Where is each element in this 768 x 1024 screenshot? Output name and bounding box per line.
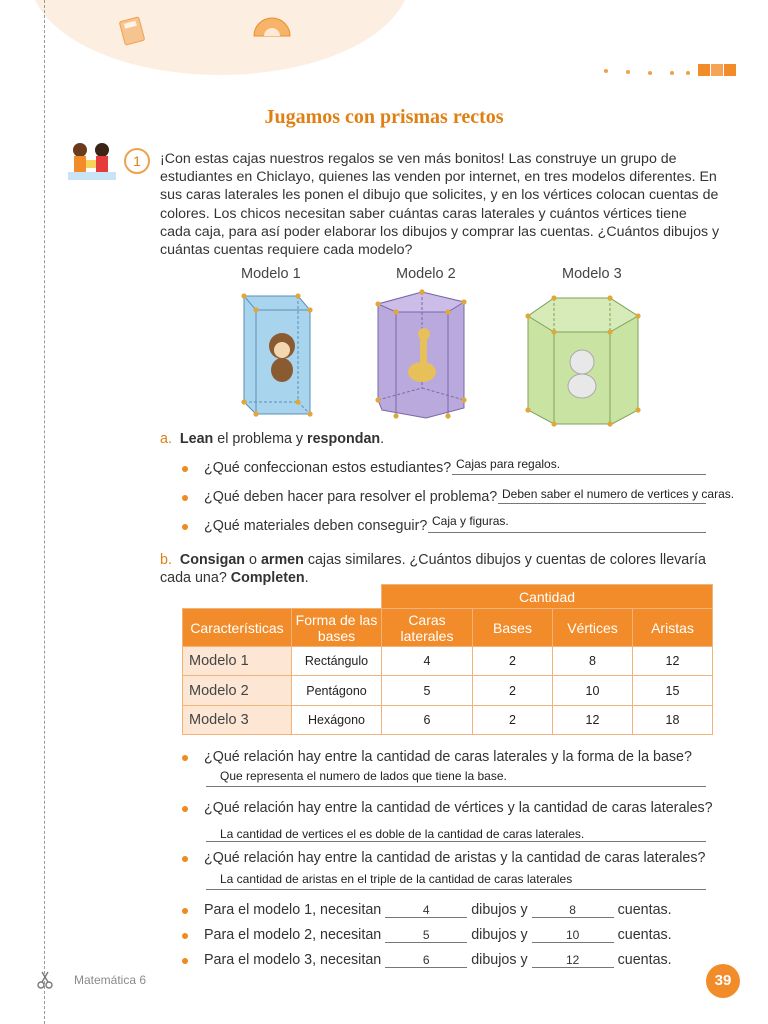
relation-answer-1[interactable]: Que representa el numero de lados que tiene la base. bbox=[220, 769, 507, 783]
bullet bbox=[182, 958, 188, 964]
cantidad-header: Cantidad bbox=[382, 585, 713, 609]
model-3-label: Modelo 3 bbox=[562, 266, 622, 282]
relation-answer-3[interactable]: La cantidad de aristas en el triple de la cantidad de caras laterales bbox=[220, 872, 573, 886]
scissors-icon bbox=[36, 970, 54, 990]
dibujos-answer-2[interactable]: 5 bbox=[385, 928, 467, 943]
header-forma: Forma de las bases bbox=[292, 609, 382, 647]
problem-text: ¡Con estas cajas nuestros regalos se ven más bonitos! Las construye un grupo de estudiantes en Chiclayo, quienes las venden por internet, en tres modelos diferentes. En sus caras laterales les ponen el dibujo que solicites, y en los vértices colocan cuentas de colores. Los chicos necesitan saber cuántas caras laterales y cuántos vértices tiene cada caja, para así poder elaborar los dibujos y comprar las cuentas. ¿Cuántos dibujos y cuántas cuentas requiere cada modelo? bbox=[160, 151, 720, 259]
bullet bbox=[182, 806, 188, 812]
question-a1: ¿Qué confeccionan estos estudiantes? bbox=[204, 460, 452, 476]
header-decoration bbox=[30, 0, 410, 75]
footer-book-title: Matemática 6 bbox=[74, 973, 147, 987]
bullet bbox=[182, 908, 188, 914]
bullet bbox=[182, 524, 188, 530]
bullet bbox=[182, 856, 188, 862]
cut-line bbox=[44, 0, 45, 1024]
cuentas-answer-3[interactable]: 12 bbox=[532, 953, 614, 968]
relation-question-3: ¿Qué relación hay entre la cantidad de aristas y la cantidad de caras laterales? bbox=[204, 850, 706, 866]
section-b-intro: b. Consigan o armen cajas similares. ¿Cuántos dibujos y cuentas de colores llevaría cada una? Completen. bbox=[160, 552, 706, 586]
header-caras: Caras laterales bbox=[382, 609, 473, 647]
header-bases: Bases bbox=[473, 609, 553, 647]
problem-number: 1 bbox=[124, 148, 150, 174]
header-aristas: Aristas bbox=[633, 609, 713, 647]
relation-question-1: ¿Qué relación hay entre la cantidad de caras laterales y la forma de la base? bbox=[204, 749, 692, 765]
bullet bbox=[182, 495, 188, 501]
cuentas-answer-1[interactable]: 8 bbox=[532, 903, 614, 918]
table-row: Modelo 2 Pentágono 5 2 10 15 bbox=[183, 676, 713, 706]
bullet bbox=[182, 466, 188, 472]
table-row: Modelo 1 Rectángulo 4 2 8 12 bbox=[183, 647, 713, 676]
answer-a1[interactable]: Cajas para regalos. bbox=[456, 457, 561, 471]
answer-line bbox=[498, 503, 706, 504]
dibujos-answer-1[interactable]: 4 bbox=[385, 903, 467, 918]
quantity-table bbox=[182, 584, 713, 735]
answer-line bbox=[206, 841, 706, 842]
prism-model-1 bbox=[236, 288, 320, 420]
page-number: 39 bbox=[706, 964, 740, 998]
question-a2: ¿Qué deben hacer para resolver el problema? bbox=[204, 489, 498, 505]
bullet bbox=[182, 933, 188, 939]
need-model-2: Para el modelo 2, necesitan 5 dibujos y 10 cuentas. bbox=[204, 927, 672, 943]
prism-model-3 bbox=[522, 288, 646, 428]
bullet bbox=[182, 755, 188, 761]
students-illustration bbox=[66, 140, 118, 182]
answer-line bbox=[428, 532, 706, 533]
protractor-icon bbox=[250, 10, 294, 40]
answer-a3[interactable]: Caja y figuras. bbox=[432, 514, 509, 528]
header-caracteristicas: Características bbox=[183, 609, 292, 647]
answer-a2[interactable]: Deben saber el numero de vertices y caras. bbox=[502, 487, 735, 501]
page-title: Jugamos con prismas rectos bbox=[264, 106, 504, 128]
section-a-intro: a. Lean el problema y respondan. bbox=[160, 431, 385, 447]
need-model-1: Para el modelo 1, necesitan 4 dibujos y 8 cuentas. bbox=[204, 902, 672, 918]
table-row: Modelo 3 Hexágono 6 2 12 18 bbox=[183, 706, 713, 735]
header-vertices: Vértices bbox=[553, 609, 633, 647]
relation-answer-2[interactable]: La cantidad de vertices el es doble de la cantidad de caras laterales. bbox=[220, 827, 585, 841]
model-2-label: Modelo 2 bbox=[396, 266, 456, 282]
dibujos-answer-3[interactable]: 6 bbox=[385, 953, 467, 968]
question-a3: ¿Qué materiales deben conseguir? bbox=[204, 518, 428, 534]
decorative-dots-and-cubes bbox=[600, 58, 750, 82]
calculator-icon bbox=[118, 16, 148, 46]
prism-model-2 bbox=[370, 288, 474, 424]
model-1-label: Modelo 1 bbox=[241, 266, 301, 282]
cuentas-answer-2[interactable]: 10 bbox=[532, 928, 614, 943]
answer-line bbox=[206, 889, 706, 890]
need-model-3: Para el modelo 3, necesitan 6 dibujos y 12 cuentas. bbox=[204, 952, 672, 968]
answer-line bbox=[452, 474, 706, 475]
relation-question-2: ¿Qué relación hay entre la cantidad de vértices y la cantidad de caras laterales? bbox=[204, 800, 713, 816]
answer-line bbox=[206, 786, 706, 787]
